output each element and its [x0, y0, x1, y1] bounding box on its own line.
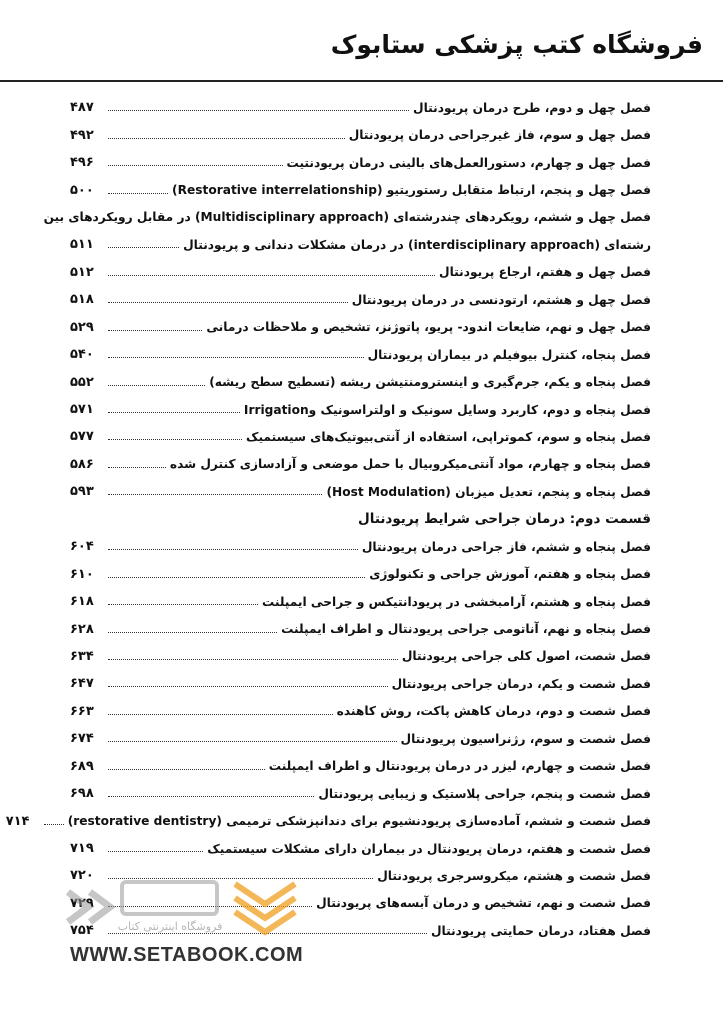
toc-entry — [70, 588, 651, 615]
toc-entry — [70, 725, 651, 752]
toc-entry — [70, 396, 651, 423]
toc-entry-title: فصل شصت و هفتم، درمان پریودنتال در بیماران دارای مشکلات سیستمیک — [207, 841, 651, 856]
toc-entry-page: ۵۷۷ — [70, 429, 94, 445]
toc-entry — [70, 231, 651, 258]
toc-leader-dots — [108, 439, 242, 440]
toc-leader-dots — [108, 357, 364, 358]
page-title: فروشگاه کتب پزشکی ستابوک — [330, 30, 703, 59]
toc-leader-dots — [108, 851, 203, 852]
table-of-contents — [5, 94, 651, 945]
toc-entry — [70, 643, 651, 670]
toc-entry — [70, 149, 651, 176]
toc-entry-page: ۷۵۴ — [70, 923, 94, 939]
toc-leader-dots — [108, 412, 240, 413]
toc-entry-page: ۷۱۹ — [70, 841, 94, 857]
toc-entry-title: فصل چهل و سوم، فاز غیرجراحی درمان پریودنتال — [348, 128, 651, 143]
logo-icon — [60, 872, 320, 942]
toc-entry-page: ۵۹۳ — [70, 484, 94, 500]
toc-entry-page: ۴۹۲ — [70, 127, 94, 143]
toc-leader-dots — [108, 330, 202, 331]
toc-entry — [70, 286, 651, 313]
toc-entry-title: فصل شصت و هشتم، میکروسرجری پریودنتال — [377, 868, 651, 883]
toc-entry-page: ۶۱۸ — [70, 594, 94, 610]
toc-leader-dots — [44, 824, 64, 825]
toc-entry-title: فصل شصت و چهارم، لیزر در درمان پریودنتال و اطراف ایمپلنت — [268, 759, 651, 774]
toc-leader-dots — [108, 741, 397, 742]
toc-entry-title: فصل هفتاد، درمان حمایتی پریودنتال — [430, 923, 651, 938]
toc-leader-dots — [108, 686, 388, 687]
toc-entry-title: فصل شصت و پنجم، جراحی پلاستیک و زیبایی پریودنتال — [318, 786, 651, 801]
toc-leader-dots — [108, 385, 205, 386]
toc-entry-title: فصل شصت و دوم، درمان کاهش پاکت، روش کاهنده — [336, 704, 651, 719]
toc-entry-title: فصل چهل و نهم، ضایعات اندود- پریو، پاتوژنز، تشخیص و ملاحظات درمانی — [206, 320, 651, 335]
toc-entry-page: ۶۷۴ — [70, 731, 94, 747]
toc-entry-page: ۴۹۶ — [70, 155, 94, 171]
toc-leader-dots — [108, 302, 348, 303]
toc-leader-dots — [108, 165, 283, 166]
toc-entry — [70, 560, 651, 587]
toc-leader-dots — [108, 138, 345, 139]
toc-entry — [70, 451, 651, 478]
toc-entry-title: فصل پنجاه و سوم، کموتراپی، استفاده از آنتی‌بیوتیک‌های سیستمیک — [245, 429, 651, 444]
toc-entry-title: فصل پنجاه، کنترل بیوفیلم در بیماران پریودنتال — [367, 347, 651, 362]
toc-entry-title: فصل چهل و چهارم، دستورالعمل‌های بالینی درمان پریودنتیت — [286, 155, 651, 170]
toc-entry-title: فصل پنجاه و ششم، فاز جراحی درمان پریودنتال — [361, 539, 651, 554]
toc-entry-page: ۵۱۲ — [70, 264, 94, 280]
toc-entry-title: فصل شصت و ششم، آماده‌سازی پریودنشیوم برای دندانپزشکی ترمیمی (restorative dentistry) — [67, 814, 651, 829]
toc-entry-page: ۶۶۳ — [70, 703, 94, 719]
toc-entry — [70, 94, 651, 121]
toc-entry-title: فصل چهل و ششم، رویکردهای چندرشته‌ای (Multidisciplinary approach) در مقابل رویکردهای بین — [43, 210, 651, 225]
toc-entry-title: فصل شصت، اصول کلی جراحی پریودنتال — [401, 649, 651, 664]
toc-entry-title: فصل پنجاه و هفتم، آموزش جراحی و تکنولوژی — [369, 567, 651, 582]
toc-leader-dots — [108, 632, 277, 633]
toc-entry-title: فصل پنجاه و نهم، آناتومی جراحی پریودنتال و اطراف ایمپلنت — [281, 622, 651, 637]
toc-entry-title: رشته‌ای (interdisciplinary approach) در درمان مشکلات دندانی و پریودنتال — [183, 237, 651, 252]
toc-leader-dots — [108, 467, 166, 468]
toc-entry-page: ۵۵۲ — [70, 374, 94, 390]
toc-entry-page: ۶۱۰ — [70, 566, 94, 582]
toc-entry — [70, 121, 651, 148]
toc-entry-page: ۶۹۸ — [70, 786, 94, 802]
toc-leader-dots — [108, 275, 435, 276]
toc-entry-title: فصل شصت و یکم، درمان جراحی پریودنتال — [391, 676, 651, 691]
toc-entry — [70, 780, 651, 807]
toc-entry-page: ۵۲۹ — [70, 319, 94, 335]
toc-entry-page: ۶۸۹ — [70, 758, 94, 774]
toc-entry-page: ۷۲۰ — [70, 868, 94, 884]
toc-leader-dots — [108, 769, 265, 770]
toc-entry-page: ۵۱۸ — [70, 292, 94, 308]
toc-leader-dots — [108, 247, 179, 248]
toc-leader-dots — [108, 659, 398, 660]
toc-leader-dots — [108, 796, 314, 797]
toc-entry — [70, 423, 651, 450]
toc-entry-page: ۵۱۱ — [70, 237, 94, 253]
toc-entry-page: ۵۸۶ — [70, 456, 94, 472]
toc-entry — [70, 478, 651, 505]
toc-entry-title: فصل چهل و پنجم، ارتباط متقابل رستوریتیو (Restorative interrelationship) — [172, 183, 651, 198]
toc-entry — [70, 615, 651, 642]
toc-entry — [70, 176, 651, 203]
toc-entry-page: ۶۴۷ — [70, 676, 94, 692]
toc-entry-page: ۶۰۴ — [70, 539, 94, 555]
toc-entry-title: فصل شصت و سوم، رژنراسیون پریودنتال — [400, 731, 651, 746]
toc-leader-dots — [108, 193, 168, 194]
toc-entry-title: فصل پنجاه و چهارم، مواد آنتی‌میکروبیال با حمل موضعی و آزادسازی کنترل شده — [169, 457, 651, 472]
toc-leader-dots — [108, 604, 258, 605]
toc-entry-title: فصل چهل و دوم، طرح درمان پریودنتال — [413, 100, 651, 115]
toc-leader-dots — [108, 549, 358, 550]
toc-leader-dots — [108, 494, 322, 495]
toc-entry-page: ۶۳۴ — [70, 648, 94, 664]
toc-entry-title: فصل پنجاه و یکم، جرم‌گیری و اینسترومنتیشن ریشه (تسطیح سطح ریشه) — [209, 375, 651, 390]
header-divider — [0, 80, 723, 82]
toc-entry-title: فصل پنجاه و هشتم، آرامبخشی در پریودانتیکس و جراحی ایمپلنت — [261, 594, 651, 609]
toc-entry-title: فصل پنجاه و دوم، کاربرد وسایل سونیک و اولتراسونیک وIrrigation — [243, 402, 651, 417]
page-header — [20, 30, 703, 70]
toc-entry — [70, 698, 651, 725]
toc-entry — [70, 835, 651, 862]
toc-entry — [70, 670, 651, 697]
section-heading: قسمت دوم: درمان جراحی شرایط پریودنتال — [358, 511, 651, 528]
toc-leader-dots — [108, 714, 333, 715]
toc-entry-title: فصل چهل و هفتم، ارجاع پریودنتال — [439, 265, 651, 280]
toc-entry — [70, 753, 651, 780]
setabook-logo-watermark — [60, 872, 320, 942]
toc-entry-page: ۷۲۹ — [70, 895, 94, 911]
watermark-url: WWW.SETABOOK.COM — [70, 944, 304, 966]
logo-caption: فروشگاه اینترنتی کتاب — [117, 920, 223, 933]
toc-leader-dots — [108, 110, 409, 111]
toc-entry-page: ۵۷۱ — [70, 402, 94, 418]
toc-entry — [5, 807, 651, 834]
toc-entry — [70, 341, 651, 368]
toc-entry-title: فصل چهل و هشتم، ارتودنسی در درمان پریودنتال — [351, 292, 651, 307]
toc-entry — [70, 259, 651, 286]
toc-entry-title: فصل شصت و نهم، تشخیص و درمان آبسه‌های پریودنتال — [316, 896, 651, 911]
toc-leader-dots — [108, 577, 365, 578]
toc-entry-title: فصل پنجاه و پنجم، تعدیل میزبان (Host Modulation) — [326, 484, 651, 499]
toc-entry-page: ۵۴۰ — [70, 347, 94, 363]
toc-entry — [43, 204, 651, 231]
toc-entry — [70, 314, 651, 341]
toc-entry-page: ۵۰۰ — [70, 182, 94, 198]
toc-entry-page: ۶۲۸ — [70, 621, 94, 637]
toc-entry — [70, 533, 651, 560]
toc-entry — [70, 368, 651, 395]
toc-entry-page: ۷۱۴ — [5, 813, 30, 829]
toc-entry-page: ۴۸۷ — [70, 100, 94, 116]
